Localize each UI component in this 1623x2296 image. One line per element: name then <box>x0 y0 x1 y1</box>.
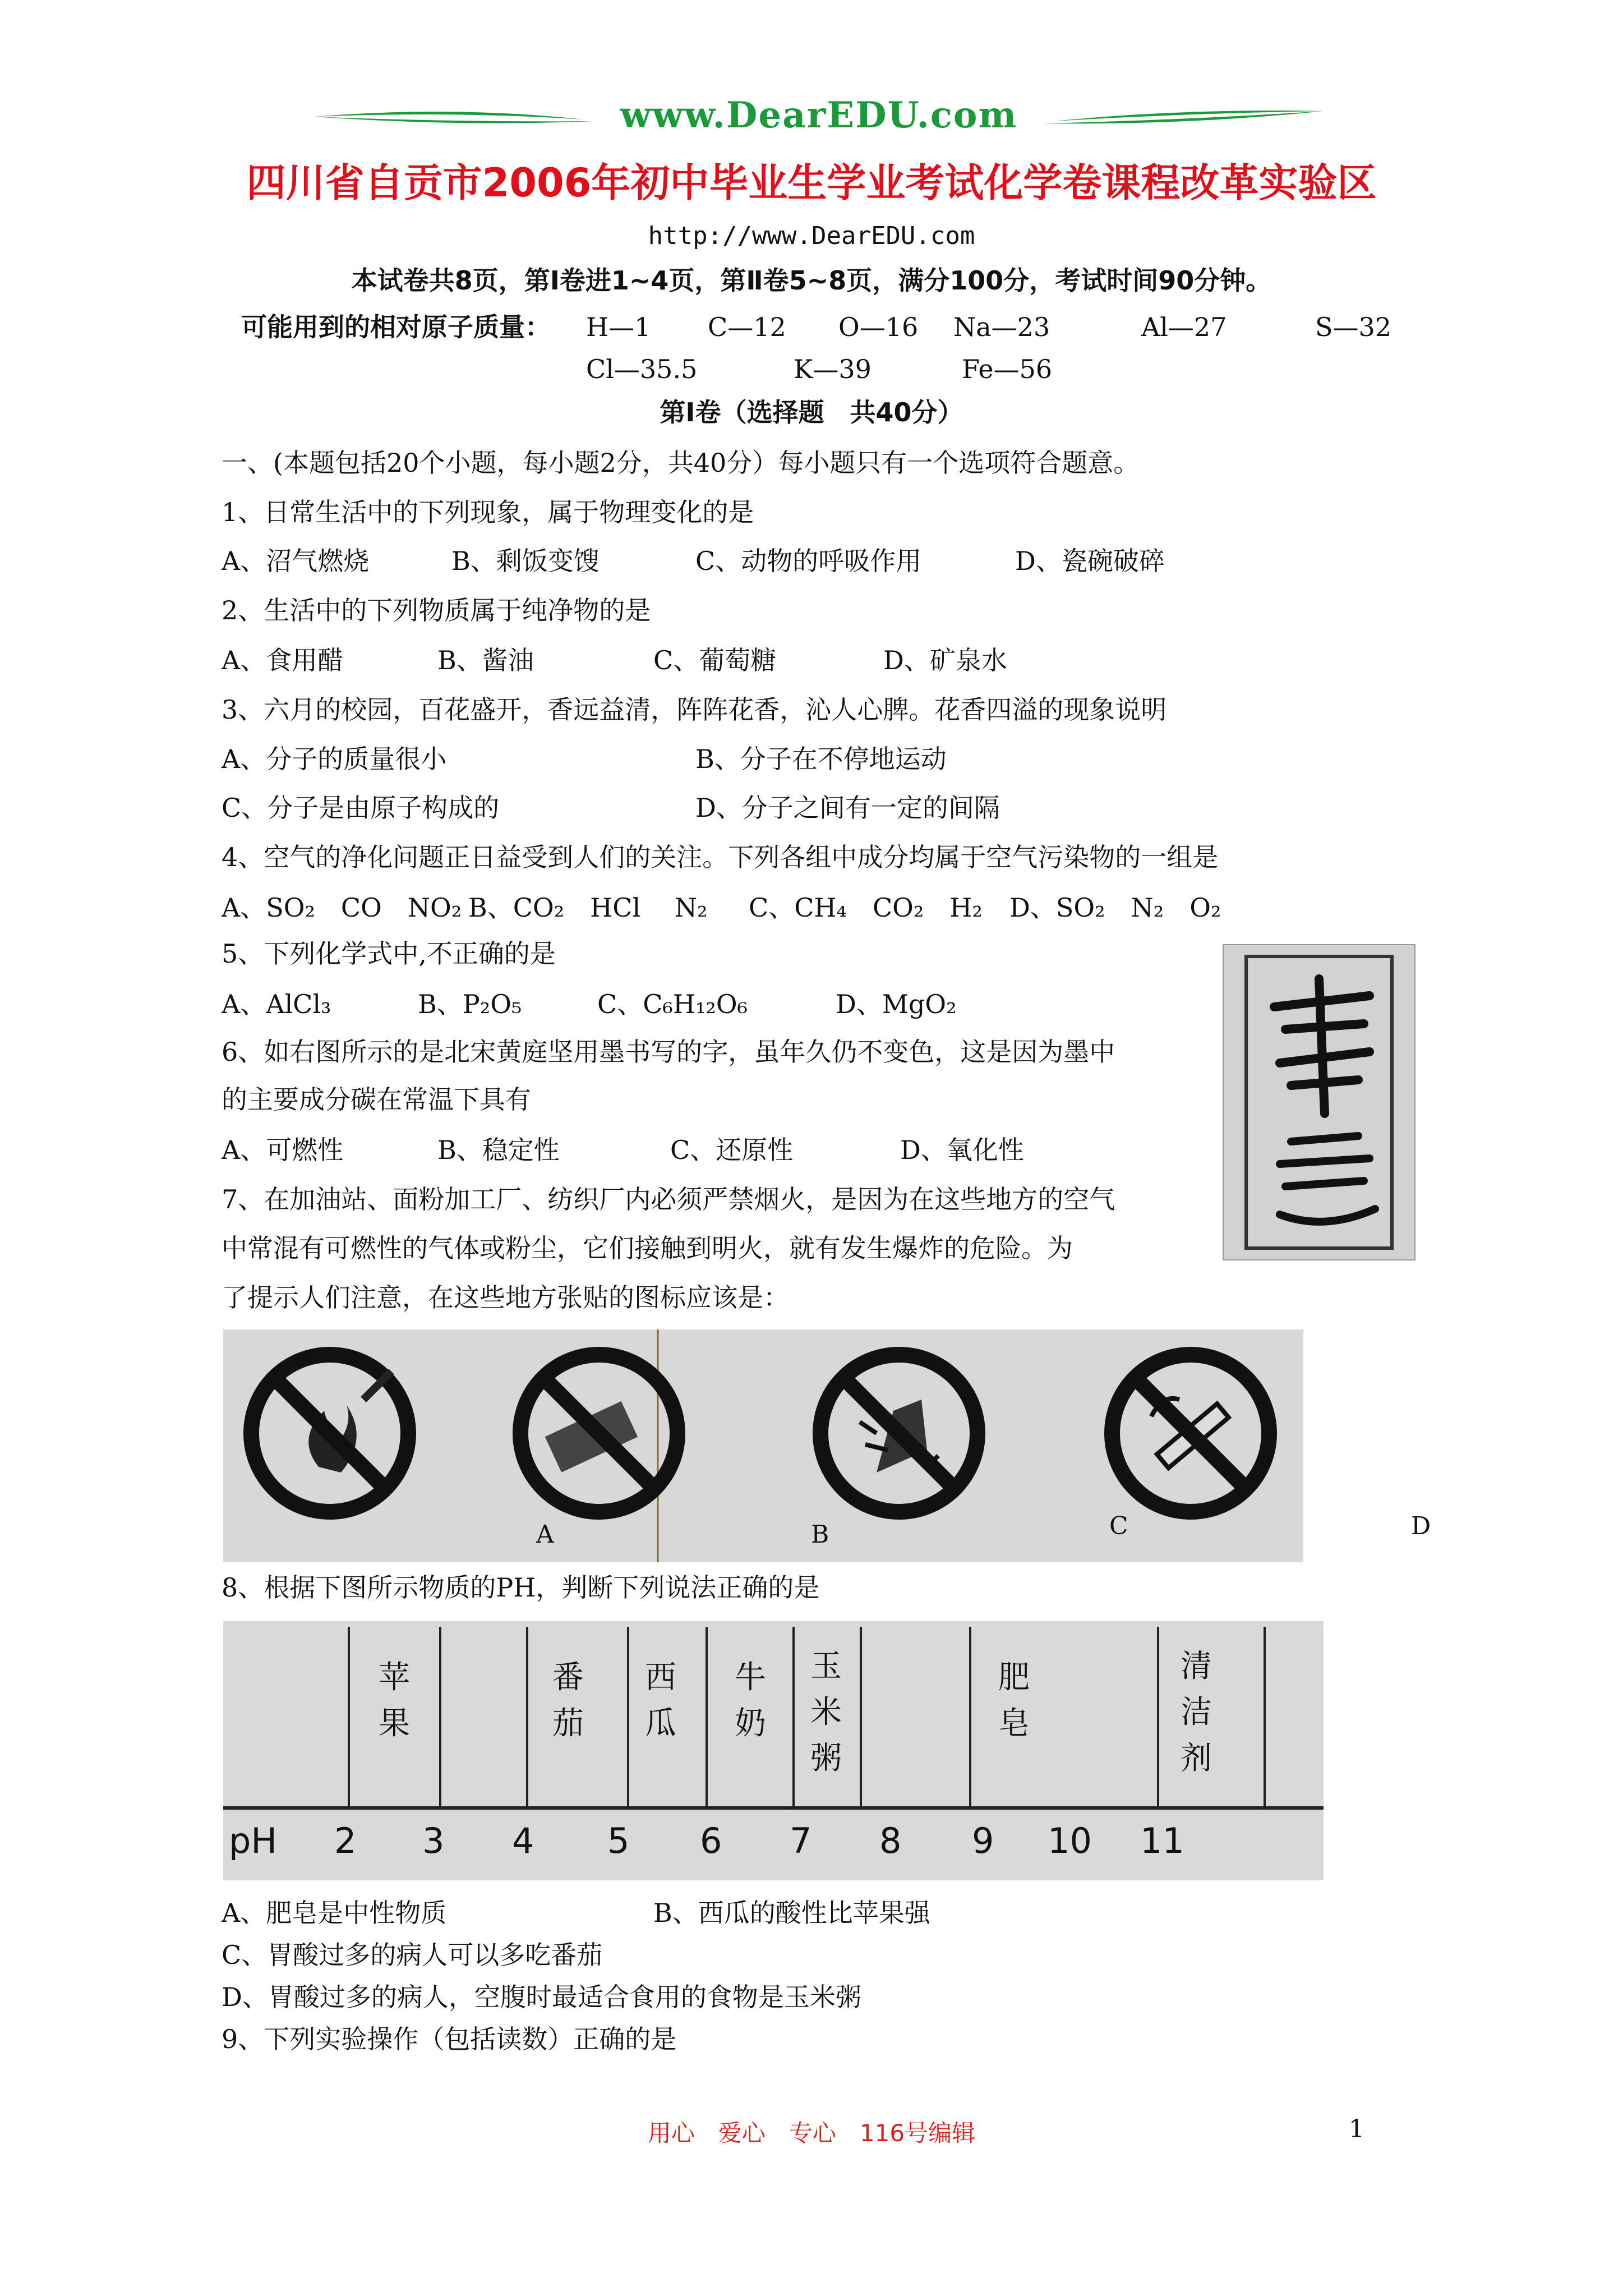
no-fireworks-sign <box>820 1355 978 1512</box>
ph-tick: 8 <box>879 1820 902 1861</box>
q8-option-a: A、肥皂是中性物质 <box>222 1898 447 1928</box>
ph-divider <box>627 1627 629 1810</box>
substance-tomato: 番 茄 <box>552 1659 584 1742</box>
ph-divider <box>792 1627 795 1810</box>
q1-option-c: C、动物的呼吸作用 <box>695 546 922 576</box>
q2-option-b: B、酱油 <box>437 645 534 675</box>
substance-milk: 牛 奶 <box>735 1659 766 1742</box>
q1-option-a: A、沼气燃烧 <box>222 546 370 576</box>
q6-option-b: B、稳定性 <box>437 1135 560 1165</box>
ph-divider <box>706 1627 708 1810</box>
section-title: 第Ⅰ卷（选择题 共40分） <box>660 397 963 427</box>
page-title: 四川省自贡市2006年初中毕业生学业考试化学卷课程改革实验区 <box>246 160 1377 206</box>
atomic-mass-cl: Cl—35.5 <box>586 354 698 384</box>
question-7-stem-line3: 了提示人们注意，在这些地方张贴的图标应该是： <box>222 1282 789 1313</box>
question-2-stem: 2、生活中的下列物质属于纯净物的是 <box>222 595 651 625</box>
atomic-mass-s: S—32 <box>1315 312 1392 342</box>
ph-tick: 11 <box>1140 1820 1184 1861</box>
ph-tick: 2 <box>334 1820 357 1861</box>
question-1-stem: 1、日常生活中的下列现象，属于物理变化的是 <box>222 497 754 527</box>
sign-label-a: A <box>536 1520 554 1549</box>
exam-intro: 本试卷共8页，第Ⅰ卷进1~4页，第Ⅱ卷5~8页，满分100分，考试时间90分钟。 <box>351 265 1272 296</box>
ph-divider <box>969 1627 971 1810</box>
q4-option-a: A、SO₂ CO NO₂ <box>222 892 462 923</box>
q8-option-b: B、西瓜的酸性比苹果强 <box>653 1898 930 1928</box>
ph-tick: 3 <box>422 1820 445 1861</box>
no-matches-sign <box>520 1355 677 1512</box>
question-5-stem: 5、下列化学式中,不正确的是 <box>222 938 556 969</box>
atomic-mass-na: Na—23 <box>953 312 1050 342</box>
substance-corn-porridge: 玉 米 粥 <box>810 1648 842 1777</box>
sign-label-b: B <box>811 1520 829 1549</box>
calligraphy-ink-strokes <box>1224 945 1414 1259</box>
q1-option-b: B、剩饭变馊 <box>451 546 600 576</box>
q4-option-d: D、SO₂ N₂ O₂ <box>1009 892 1221 923</box>
ph-tick: 10 <box>1048 1820 1092 1861</box>
q4-option-b: B、CO₂ HCl N₂ <box>468 892 708 923</box>
ph-tick: 9 <box>972 1820 994 1861</box>
site-url: http://www.DearEDU.com <box>648 222 975 250</box>
no-open-flame-sign <box>251 1355 408 1512</box>
ph-tick: 5 <box>607 1820 630 1861</box>
q6-option-a: A、可燃性 <box>222 1135 344 1165</box>
calligraphy-photo <box>1223 944 1415 1260</box>
ph-scale-figure <box>223 1621 1324 1880</box>
substance-soap: 肥 皂 <box>998 1659 1030 1742</box>
q2-option-a: A、食用醋 <box>222 645 344 675</box>
substance-apple: 苹 果 <box>379 1659 410 1742</box>
q3-option-d: D、分子之间有一定的间隔 <box>695 793 1000 823</box>
ph-divider <box>526 1627 528 1810</box>
atomic-mass-al: Al—27 <box>1141 312 1227 342</box>
page-number: 1 <box>1349 2115 1364 2143</box>
atomic-mass-o: O—16 <box>838 312 919 342</box>
ph-tick: 4 <box>512 1820 534 1861</box>
ph-divider <box>1157 1627 1159 1810</box>
q4-option-c: C、CH₄ CO₂ H₂ <box>749 892 983 923</box>
q2-option-c: C、葡萄糖 <box>653 645 777 675</box>
q3-option-b: B、分子在不停地运动 <box>695 744 947 774</box>
sign-label-c: C <box>1109 1512 1128 1540</box>
ph-divider <box>348 1627 350 1810</box>
no-smoking-sign <box>1112 1355 1269 1512</box>
atomic-mass-label: 可能用到的相对原子质量： <box>241 312 551 342</box>
q6-option-d: D、氧化性 <box>900 1135 1024 1165</box>
q1-option-d: D、瓷碗破碎 <box>1015 546 1165 576</box>
sign-label-d: D <box>1411 1512 1431 1540</box>
q5-option-b: B、P₂O₅ <box>418 989 522 1019</box>
substance-watermelon: 西 瓜 <box>645 1659 676 1742</box>
atomic-mass-h: H—1 <box>586 312 651 342</box>
question-3-stem: 3、六月的校园，百花盛开，香远益清，阵阵花香，沁人心脾。花香四溢的现象说明 <box>222 694 1167 725</box>
q5-option-d: D、MgO₂ <box>836 989 957 1019</box>
ph-divider <box>1264 1627 1266 1810</box>
ph-divider <box>439 1627 441 1810</box>
site-banner <box>314 94 1324 145</box>
question-9-stem: 9、下列实验操作（包括读数）正确的是 <box>222 2024 677 2054</box>
q5-option-a: A、AlCl₃ <box>222 989 331 1019</box>
q3-option-c: C、分子是由原子构成的 <box>222 793 500 823</box>
site-banner-text: www.DearEDU.com <box>620 94 1018 136</box>
ph-axis-label: pH <box>229 1820 277 1861</box>
question-8-stem: 8、根据下图所示物质的PH，判断下列说法正确的是 <box>222 1572 820 1603</box>
ph-tick: 7 <box>790 1820 812 1861</box>
question-6-stem-line2: 的主要成分碳在常温下具有 <box>222 1084 531 1115</box>
q8-option-c: C、胃酸过多的病人可以多吃番茄 <box>222 1940 603 1970</box>
ph-divider <box>860 1627 862 1810</box>
q6-option-c: C、还原性 <box>670 1135 794 1165</box>
footer-editor-note: 用心 爱心 专心 116号编辑 <box>647 2119 976 2147</box>
prohibition-signs <box>223 1329 1431 1562</box>
q2-option-d: D、矿泉水 <box>883 645 1007 675</box>
section-intro: 一、(本题包括20个小题，每小题2分，共40分）每小题只有一个选项符合题意。 <box>222 448 1140 478</box>
question-7-stem-line2: 中常混有可燃性的气体或粉尘，它们接触到明火，就有发生爆炸的危险。为 <box>222 1233 1073 1263</box>
atomic-mass-c: C—12 <box>708 312 786 342</box>
atomic-mass-fe: Fe—56 <box>962 354 1053 384</box>
prohibition-signs-photo <box>223 1329 1431 1562</box>
substance-cleaner: 清 洁 剂 <box>1181 1648 1212 1777</box>
q5-option-c: C、C₆H₁₂O₆ <box>597 989 748 1019</box>
question-6-stem-line1: 6、如右图所示的是北宋黄庭坚用墨书写的字，虽年久仍不变色，这是因为墨中 <box>222 1037 1115 1067</box>
q3-option-a: A、分子的质量很小 <box>222 744 447 774</box>
question-4-stem: 4、空气的净化问题正日益受到人们的关注。下列各组中成分均属于空气污染物的一组是 <box>222 842 1219 872</box>
atomic-mass-k: K—39 <box>794 354 872 384</box>
question-7-stem-line1: 7、在加油站、面粉加工厂、纺织厂内必须严禁烟火，是因为在这些地方的空气 <box>222 1184 1115 1214</box>
q8-option-d: D、胃酸过多的病人，空腹时最适合食用的食物是玉米粥 <box>222 1982 861 2012</box>
ph-tick: 6 <box>700 1820 722 1861</box>
